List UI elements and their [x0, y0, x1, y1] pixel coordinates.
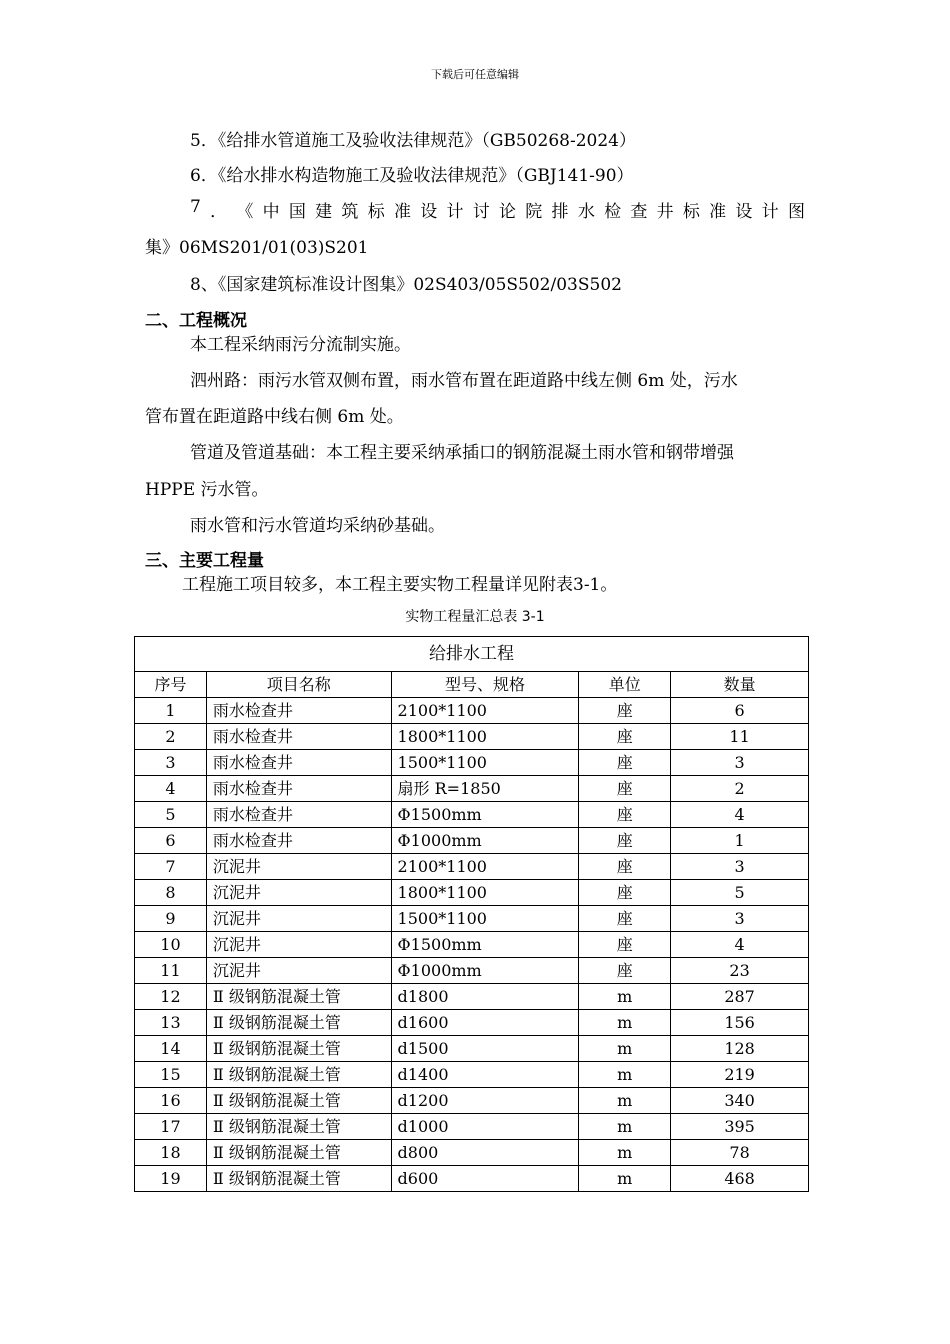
reference-7-char: 《 [236, 202, 254, 222]
cell-index: 4 [135, 776, 207, 802]
cell-spec: d800 [391, 1140, 579, 1166]
cell-unit: m [579, 1140, 671, 1166]
table-row [135, 880, 809, 906]
cell-quantity: 5 [671, 880, 809, 906]
reference-7-char: 检 [604, 202, 622, 222]
cell-quantity: 3 [671, 906, 809, 932]
cell-item-name: 雨水检查井 [206, 828, 391, 854]
cell-quantity: 468 [671, 1166, 809, 1192]
cell-unit: m [579, 1062, 671, 1088]
table-row [135, 1010, 809, 1036]
cell-index: 18 [135, 1140, 207, 1166]
cell-item-name: 雨水检查井 [206, 776, 391, 802]
cell-spec: d1500 [391, 1036, 579, 1062]
table-caption: 实物工程量汇总表 3-1 [405, 609, 545, 625]
reference-7-char: 论 [499, 202, 517, 222]
overview-paragraph-3-continued: HPPE 污水管。 [145, 480, 269, 500]
section-heading-quantities: 三、主要工程量 [145, 551, 264, 571]
cell-unit: m [579, 1036, 671, 1062]
overview-paragraph-2: 泗州路：雨污水管双侧布置，雨水管布置在距道路中线左侧 6m 处，污水 [190, 371, 738, 391]
cell-quantity: 23 [671, 958, 809, 984]
header-unit: 单位 [579, 672, 671, 698]
table-row [135, 698, 809, 724]
reference-7-char: 准 [709, 202, 727, 222]
cell-unit: m [579, 1166, 671, 1192]
cell-unit: 座 [579, 932, 671, 958]
cell-quantity: 395 [671, 1114, 809, 1140]
cell-index: 8 [135, 880, 207, 906]
cell-item-name: 沉泥井 [206, 932, 391, 958]
cell-item-name: 沉泥井 [206, 958, 391, 984]
cell-unit: 座 [579, 854, 671, 880]
reference-7-char: 院 [525, 202, 543, 222]
cell-quantity: 6 [671, 698, 809, 724]
table-row [135, 1036, 809, 1062]
cell-item-name: 沉泥井 [206, 880, 391, 906]
cell-unit: m [579, 1088, 671, 1114]
cell-spec: Φ1500mm [391, 802, 579, 828]
cell-item-name: Ⅱ 级钢筋混凝土管 [206, 1062, 391, 1088]
header-item-name: 项目名称 [206, 672, 391, 698]
quantity-table [134, 636, 809, 1192]
reference-7-char: 计 [446, 202, 464, 222]
table-row [135, 958, 809, 984]
reference-7-char: 排 [551, 202, 569, 222]
table-row [135, 776, 809, 802]
reference-5: 5．《给排水管道施工及验收法律规范》（GB50268-2024） [190, 131, 636, 151]
cell-spec: 1800*1100 [391, 724, 579, 750]
table-row [135, 1088, 809, 1114]
cell-quantity: 11 [671, 724, 809, 750]
cell-index: 9 [135, 906, 207, 932]
cell-spec: d600 [391, 1166, 579, 1192]
header-spec: 型号、规格 [391, 672, 579, 698]
cell-quantity: 1 [671, 828, 809, 854]
cell-item-name: Ⅱ 级钢筋混凝土管 [206, 1036, 391, 1062]
reference-7-char: 建 [315, 202, 333, 222]
reference-7-char: 准 [393, 202, 411, 222]
cell-index: 15 [135, 1062, 207, 1088]
cell-unit: 座 [579, 802, 671, 828]
cell-index: 16 [135, 1088, 207, 1114]
cell-index: 1 [135, 698, 207, 724]
cell-unit: m [579, 1114, 671, 1140]
table-title-row [135, 637, 809, 672]
reference-8: 8、《国家建筑标准设计图集》02S403/05S502/03S502 [190, 275, 622, 295]
cell-quantity: 4 [671, 802, 809, 828]
reference-7-char: 标 [682, 202, 700, 222]
reference-7-char: 井 [656, 202, 674, 222]
cell-spec: Φ1000mm [391, 958, 579, 984]
cell-quantity: 2 [671, 776, 809, 802]
cell-quantity: 287 [671, 984, 809, 1010]
cell-item-name: Ⅱ 级钢筋混凝土管 [206, 1088, 391, 1114]
cell-item-name: 沉泥井 [206, 906, 391, 932]
reference-7-char: 计 [761, 202, 779, 222]
overview-paragraph-1: 本工程采纳雨污分流制实施。 [190, 335, 411, 355]
reference-7-char: 水 [577, 202, 595, 222]
cell-spec: Φ1500mm [391, 932, 579, 958]
table-row [135, 1062, 809, 1088]
cell-quantity: 3 [671, 854, 809, 880]
reference-7-char: 国 [288, 202, 306, 222]
page-header: 下载后可任意编辑 [431, 68, 519, 81]
cell-item-name: Ⅱ 级钢筋混凝土管 [206, 1114, 391, 1140]
cell-spec: Φ1000mm [391, 828, 579, 854]
quantities-paragraph: 工程施工项目较多，本工程主要实物工程量详见附表3-1。 [182, 575, 618, 595]
cell-index: 5 [135, 802, 207, 828]
cell-quantity: 156 [671, 1010, 809, 1036]
table-row [135, 906, 809, 932]
cell-spec: d1600 [391, 1010, 579, 1036]
cell-index: 11 [135, 958, 207, 984]
cell-index: 10 [135, 932, 207, 958]
table-title: 给排水工程 [135, 637, 809, 672]
cell-spec: d1000 [391, 1114, 579, 1140]
table-row [135, 1114, 809, 1140]
cell-quantity: 128 [671, 1036, 809, 1062]
cell-index: 6 [135, 828, 207, 854]
cell-index: 7 [135, 854, 207, 880]
reference-7 [190, 197, 805, 222]
cell-item-name: Ⅱ 级钢筋混凝土管 [206, 1010, 391, 1036]
cell-unit: 座 [579, 828, 671, 854]
cell-index: 17 [135, 1114, 207, 1140]
cell-spec: 1800*1100 [391, 880, 579, 906]
cell-item-name: 雨水检查井 [206, 698, 391, 724]
table-row [135, 1166, 809, 1192]
reference-7-char: 7 [190, 197, 201, 217]
cell-quantity: 340 [671, 1088, 809, 1114]
reference-7-char: 筑 [341, 202, 359, 222]
cell-spec: d1800 [391, 984, 579, 1010]
cell-item-name: 雨水检查井 [206, 802, 391, 828]
cell-index: 12 [135, 984, 207, 1010]
cell-item-name: Ⅱ 级钢筋混凝土管 [206, 1140, 391, 1166]
cell-index: 2 [135, 724, 207, 750]
reference-7-char: 标 [367, 202, 385, 222]
cell-unit: 座 [579, 880, 671, 906]
reference-6: 6．《给水排水构造物施工及验收法律规范》（GBJ141-90） [190, 166, 634, 186]
cell-index: 3 [135, 750, 207, 776]
cell-unit: m [579, 984, 671, 1010]
cell-item-name: Ⅱ 级钢筋混凝土管 [206, 1166, 391, 1192]
reference-7-char: 查 [630, 202, 648, 222]
cell-item-name: 沉泥井 [206, 854, 391, 880]
cell-spec: 2100*1100 [391, 854, 579, 880]
cell-index: 14 [135, 1036, 207, 1062]
cell-spec: 扇形 R=1850 [391, 776, 579, 802]
cell-item-name: 雨水检查井 [206, 750, 391, 776]
table-row [135, 1140, 809, 1166]
cell-spec: 1500*1100 [391, 750, 579, 776]
table-row [135, 984, 809, 1010]
reference-7-char: 图 [787, 202, 805, 222]
table-row [135, 854, 809, 880]
cell-quantity: 219 [671, 1062, 809, 1088]
cell-quantity: 4 [671, 932, 809, 958]
reference-7-char: ． [210, 202, 228, 222]
cell-unit: 座 [579, 724, 671, 750]
table-header-row [135, 672, 809, 698]
cell-unit: m [579, 1010, 671, 1036]
reference-7-char: 设 [420, 202, 438, 222]
cell-unit: 座 [579, 958, 671, 984]
cell-item-name: Ⅱ 级钢筋混凝土管 [206, 984, 391, 1010]
reference-7-continued: 集》06MS201/01(03)S201 [145, 238, 369, 258]
cell-index: 19 [135, 1166, 207, 1192]
cell-item-name: 雨水检查井 [206, 724, 391, 750]
cell-quantity: 78 [671, 1140, 809, 1166]
overview-paragraph-4: 雨水管和污水管道均采纳砂基础。 [190, 516, 445, 536]
table-row [135, 724, 809, 750]
reference-7-char: 中 [262, 202, 280, 222]
cell-index: 13 [135, 1010, 207, 1036]
cell-unit: 座 [579, 698, 671, 724]
cell-spec: 1500*1100 [391, 906, 579, 932]
cell-unit: 座 [579, 776, 671, 802]
cell-spec: d1200 [391, 1088, 579, 1114]
cell-spec: d1400 [391, 1062, 579, 1088]
overview-paragraph-3: 管道及管道基础：本工程主要采纳承插口的钢筋混凝土雨水管和钢带增强 [190, 443, 734, 463]
overview-paragraph-2-continued: 管布置在距道路中线右侧 6m 处。 [145, 407, 404, 427]
reference-7-char: 设 [735, 202, 753, 222]
cell-quantity: 3 [671, 750, 809, 776]
section-heading-overview: 二、工程概况 [145, 311, 247, 331]
reference-7-char: 讨 [472, 202, 490, 222]
cell-spec: 2100*1100 [391, 698, 579, 724]
table-row [135, 932, 809, 958]
table-row [135, 828, 809, 854]
header-index: 序号 [135, 672, 207, 698]
table-row [135, 750, 809, 776]
table-row [135, 802, 809, 828]
cell-unit: 座 [579, 906, 671, 932]
cell-unit: 座 [579, 750, 671, 776]
header-quantity: 数量 [671, 672, 809, 698]
